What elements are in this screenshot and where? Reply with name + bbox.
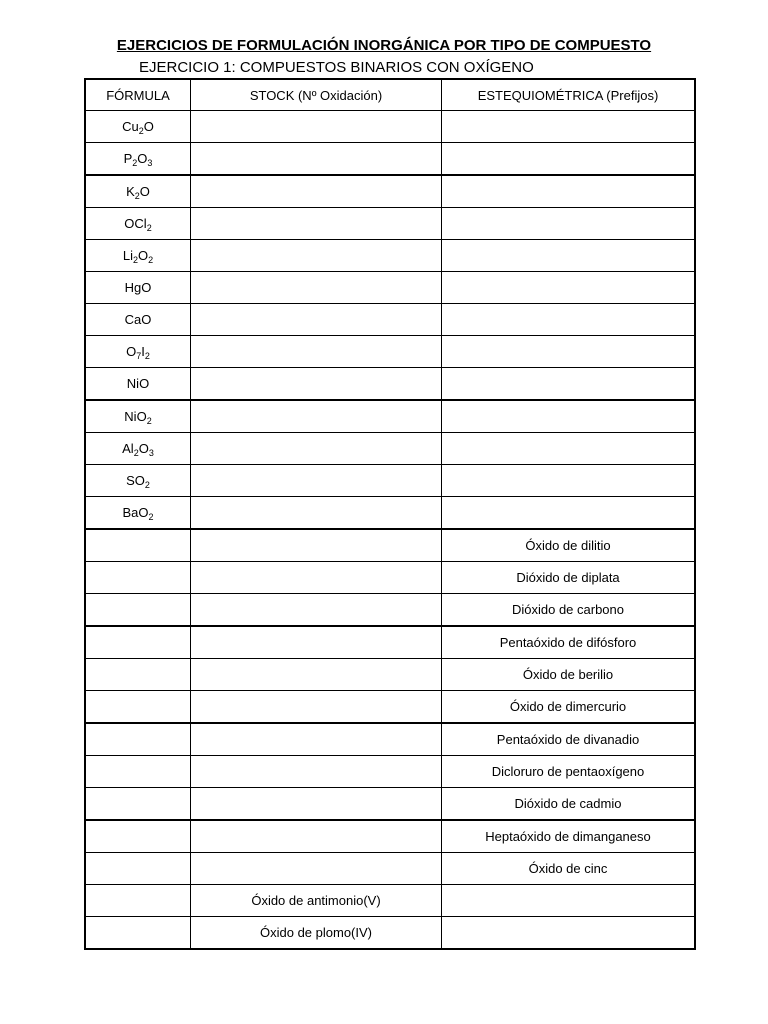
table-row xyxy=(86,659,695,691)
formula-cell[interactable] xyxy=(86,465,191,497)
estequiometrica-cell[interactable]: Pentaóxido de difósforo xyxy=(442,626,695,659)
formula-cell[interactable] xyxy=(86,853,191,885)
table-row xyxy=(86,691,695,724)
formula-cell[interactable] xyxy=(86,433,191,465)
table-row xyxy=(86,788,695,821)
formula-cell[interactable] xyxy=(86,240,191,272)
estequiometrica-cell[interactable] xyxy=(442,304,695,336)
table-row xyxy=(86,917,695,949)
formula-cell[interactable] xyxy=(86,111,191,143)
stock-cell[interactable] xyxy=(191,208,442,240)
formula-symbol: NiO xyxy=(126,376,150,391)
formula-cell[interactable] xyxy=(86,885,191,917)
formula-symbol: Li xyxy=(122,248,133,263)
estequiometrica-cell[interactable] xyxy=(442,885,695,917)
formula-symbol: O xyxy=(139,184,150,199)
estequiometrica-cell[interactable] xyxy=(442,175,695,208)
stock-cell[interactable] xyxy=(191,175,442,208)
stock-cell[interactable]: Óxido de antimonio(V) xyxy=(191,885,442,917)
table-row xyxy=(86,723,695,756)
table-row xyxy=(86,756,695,788)
formula-symbol: OCl xyxy=(124,216,147,231)
table-row xyxy=(86,336,695,368)
table-row xyxy=(86,820,695,853)
estequiometrica-cell[interactable]: Óxido de cinc xyxy=(442,853,695,885)
table-row xyxy=(86,626,695,659)
formula-symbol: NiO xyxy=(124,409,147,424)
formula-symbol: O xyxy=(138,441,149,456)
formula-symbol: Al xyxy=(122,441,134,456)
estequiometrica-cell[interactable]: Dióxido de diplata xyxy=(442,562,695,594)
table-row xyxy=(86,433,695,465)
estequiometrica-cell[interactable]: Dióxido de cadmio xyxy=(442,788,695,821)
formula-symbol: SO xyxy=(126,473,145,488)
page-title: EJERCICIOS DE FORMULACIÓN INORGÁNICA POR TIPO DE COMPUESTO xyxy=(116,37,652,54)
formula-cell[interactable] xyxy=(86,272,191,304)
estequiometrica-cell[interactable]: Heptaóxido de dimanganeso xyxy=(442,820,695,853)
stock-cell[interactable] xyxy=(191,820,442,853)
estequiometrica-cell[interactable] xyxy=(442,272,695,304)
formula-subscript: 2 xyxy=(133,448,139,458)
formula-cell[interactable] xyxy=(86,691,191,724)
stock-cell[interactable] xyxy=(191,723,442,756)
table-row xyxy=(86,111,695,143)
table-row xyxy=(86,562,695,594)
header-estequiometrica: ESTEQUIOMÉTRICA (Prefijos) xyxy=(442,80,695,111)
table-body xyxy=(86,111,695,949)
estequiometrica-cell[interactable]: Óxido de dilitio xyxy=(442,529,695,562)
formula-symbol: CaO xyxy=(124,312,152,327)
formula-cell[interactable] xyxy=(86,820,191,853)
table-row xyxy=(86,885,695,917)
formula-subscript: 2 xyxy=(148,512,154,522)
table-row xyxy=(86,208,695,240)
formula-cell[interactable] xyxy=(86,917,191,949)
estequiometrica-cell[interactable] xyxy=(442,208,695,240)
stock-cell[interactable] xyxy=(191,788,442,821)
table-row xyxy=(86,368,695,401)
stock-cell[interactable] xyxy=(191,497,442,530)
stock-cell[interactable] xyxy=(191,272,442,304)
formula-symbol: HgO xyxy=(124,280,152,295)
formula-cell[interactable] xyxy=(86,626,191,659)
table-row xyxy=(86,529,695,562)
stock-cell[interactable] xyxy=(191,400,442,433)
formula-cell[interactable] xyxy=(86,336,191,368)
estequiometrica-cell[interactable] xyxy=(442,368,695,401)
formula-symbol: P xyxy=(123,151,133,166)
estequiometrica-cell[interactable]: Óxido de berilio xyxy=(442,659,695,691)
estequiometrica-cell[interactable]: Dicloruro de pentaoxígeno xyxy=(442,756,695,788)
estequiometrica-cell[interactable] xyxy=(442,400,695,433)
table-row xyxy=(86,465,695,497)
formula-cell[interactable] xyxy=(86,659,191,691)
stock-cell[interactable] xyxy=(191,659,442,691)
formula-cell[interactable] xyxy=(86,304,191,336)
formula-subscript: 2 xyxy=(146,223,152,233)
estequiometrica-cell[interactable] xyxy=(442,143,695,176)
table-row xyxy=(86,400,695,433)
formula-symbol: I xyxy=(141,344,145,359)
formula-cell[interactable] xyxy=(86,208,191,240)
estequiometrica-cell[interactable] xyxy=(442,336,695,368)
header-stock: STOCK (Nº Oxidación) xyxy=(191,80,442,111)
estequiometrica-cell[interactable]: Pentaóxido de divanadio xyxy=(442,723,695,756)
stock-cell[interactable] xyxy=(191,143,442,176)
table-row xyxy=(86,594,695,627)
formula-cell[interactable] xyxy=(86,368,191,401)
table-row xyxy=(86,497,695,530)
formula-symbol: K xyxy=(126,184,135,199)
stock-cell[interactable] xyxy=(191,111,442,143)
header-row xyxy=(86,80,695,111)
formula-cell[interactable] xyxy=(86,497,191,530)
stock-cell[interactable] xyxy=(191,465,442,497)
formulation-table xyxy=(85,79,695,949)
formula-symbol: O xyxy=(143,119,154,134)
stock-cell[interactable] xyxy=(191,304,442,336)
formula-cell[interactable] xyxy=(86,788,191,821)
header-formula: FÓRMULA xyxy=(86,80,191,111)
stock-cell[interactable] xyxy=(191,240,442,272)
stock-cell[interactable] xyxy=(191,336,442,368)
formula-cell[interactable] xyxy=(86,562,191,594)
estequiometrica-cell[interactable]: Dióxido de carbono xyxy=(442,594,695,627)
estequiometrica-cell[interactable] xyxy=(442,111,695,143)
formula-cell[interactable] xyxy=(86,143,191,176)
exercise-subtitle: EJERCICIO 1: COMPUESTOS BINARIOS CON OXÍGENO xyxy=(139,59,534,76)
formula-subscript: 2 xyxy=(144,351,150,361)
formula-symbol: O xyxy=(138,248,149,263)
stock-cell[interactable] xyxy=(191,433,442,465)
formula-subscript: 3 xyxy=(147,158,153,168)
stock-cell[interactable] xyxy=(191,691,442,724)
formula-cell[interactable] xyxy=(86,723,191,756)
formula-subscript: 2 xyxy=(132,255,138,265)
stock-cell[interactable] xyxy=(191,626,442,659)
stock-cell[interactable] xyxy=(191,756,442,788)
formula-subscript: 2 xyxy=(134,191,140,201)
formula-cell[interactable] xyxy=(86,594,191,627)
table-row xyxy=(86,272,695,304)
formula-subscript: 2 xyxy=(146,416,152,426)
formula-subscript: 7 xyxy=(136,351,142,361)
formula-cell[interactable] xyxy=(86,756,191,788)
estequiometrica-cell[interactable] xyxy=(442,497,695,530)
formula-cell[interactable] xyxy=(86,400,191,433)
stock-cell[interactable] xyxy=(191,594,442,627)
formula-subscript: 2 xyxy=(138,126,144,136)
stock-cell[interactable] xyxy=(191,368,442,401)
formula-symbol: O xyxy=(137,151,148,166)
table-row xyxy=(86,175,695,208)
formula-symbol: Cu xyxy=(122,119,139,134)
table-row xyxy=(86,240,695,272)
formula-cell[interactable] xyxy=(86,529,191,562)
formula-cell[interactable] xyxy=(86,175,191,208)
stock-cell[interactable]: Óxido de plomo(IV) xyxy=(191,917,442,949)
estequiometrica-cell[interactable] xyxy=(442,433,695,465)
formula-subscript: 2 xyxy=(148,255,154,265)
stock-cell[interactable] xyxy=(191,562,442,594)
table-row xyxy=(86,853,695,885)
formula-symbol: BaO xyxy=(122,505,149,520)
estequiometrica-cell[interactable] xyxy=(442,465,695,497)
formula-subscript: 2 xyxy=(132,158,138,168)
stock-cell[interactable] xyxy=(191,853,442,885)
formula-subscript: 3 xyxy=(148,448,154,458)
estequiometrica-cell[interactable] xyxy=(442,240,695,272)
estequiometrica-cell[interactable] xyxy=(442,917,695,949)
formula-subscript: 2 xyxy=(144,480,150,490)
table-row xyxy=(86,304,695,336)
estequiometrica-cell[interactable]: Óxido de dimercurio xyxy=(442,691,695,724)
stock-cell[interactable] xyxy=(191,529,442,562)
table-row xyxy=(86,143,695,176)
formula-symbol: O xyxy=(126,344,137,359)
